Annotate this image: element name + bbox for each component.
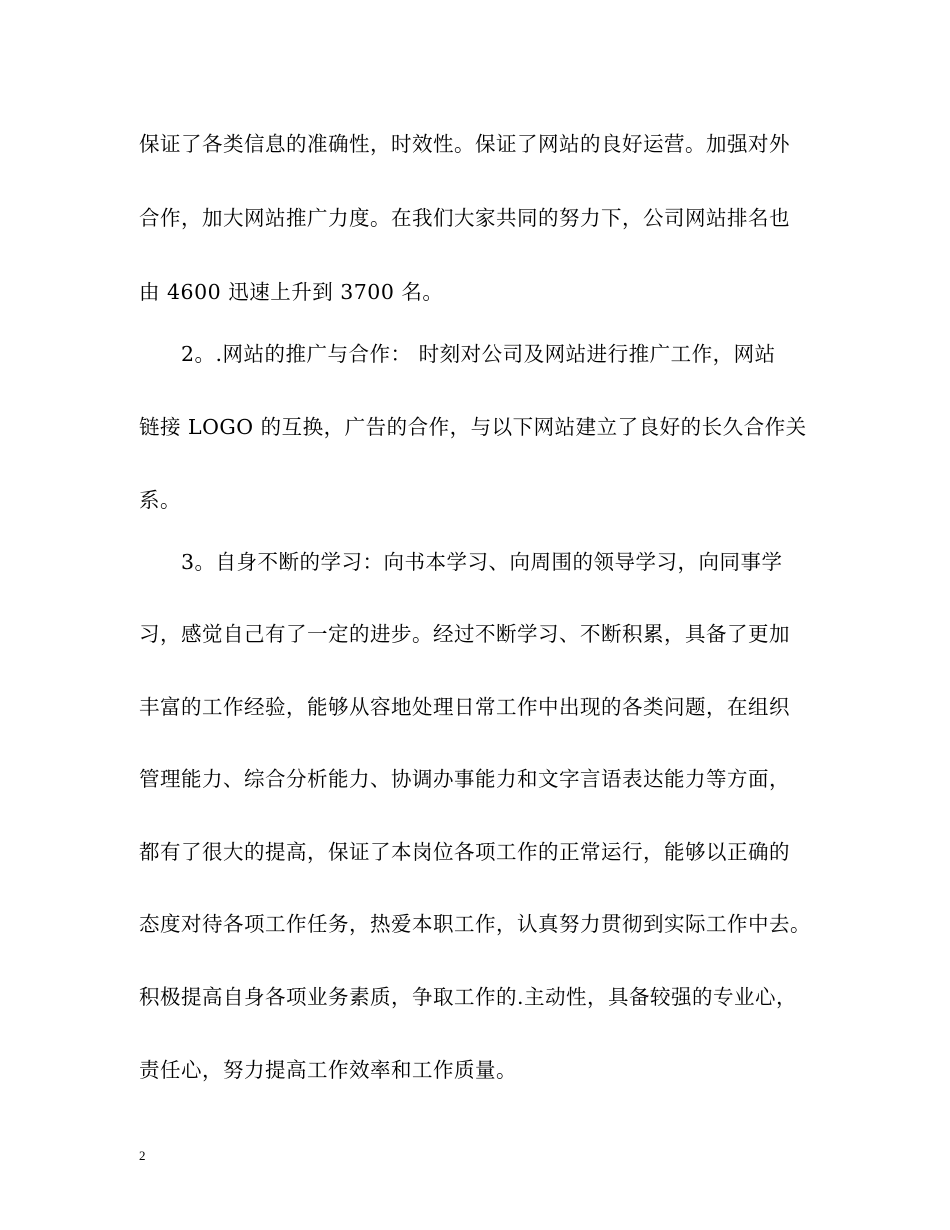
text-line: 保证了各类信息的准确性，时效性。保证了网站的良好运营。加强对外 — [139, 132, 790, 156]
text-line: 积极提高自身各项业务素质，争取工作的.主动性，具备较强的专业心， — [139, 985, 798, 1009]
text-line: 合作，加大网站推广力度。在我们大家共同的努力下，公司网站排名也 — [139, 206, 790, 230]
page-number: 2 — [139, 1148, 146, 1163]
text-line: 态度对待各项工作任务，热爱本职工作，认真努力贯彻到实际工作中去。 — [139, 912, 811, 936]
text-line: 链接 LOGO 的互换，广告的合作，与以下网站建立了良好的长久合作关 — [139, 415, 807, 439]
text-line: 系。 — [139, 488, 181, 512]
text-line: 由 4600 迅速上升到 3700 名。 — [139, 280, 444, 304]
text-line: 管理能力、综合分析能力、协调办事能力和文字言语表达能力等方面， — [139, 767, 790, 791]
paragraph-line: 3。自身不断的学习：向书本学习、向周围的领导学习，向同事学 — [181, 550, 783, 574]
text-line: 习，感觉自己有了一定的进步。经过不断学习、不断积累，具备了更加 — [139, 622, 790, 646]
text-line: 责任心，努力提高工作效率和工作质量。 — [139, 1058, 517, 1082]
paragraph-line: 2。.网站的推广与合作： 时刻对公司及网站进行推广工作，网站 — [181, 342, 776, 366]
text-line: 都有了很大的提高，保证了本岗位各项工作的正常运行，能够以正确的 — [139, 840, 790, 864]
text-line: 丰富的工作经验，能够从容地处理日常工作中出现的各类问题，在组织 — [139, 695, 790, 719]
